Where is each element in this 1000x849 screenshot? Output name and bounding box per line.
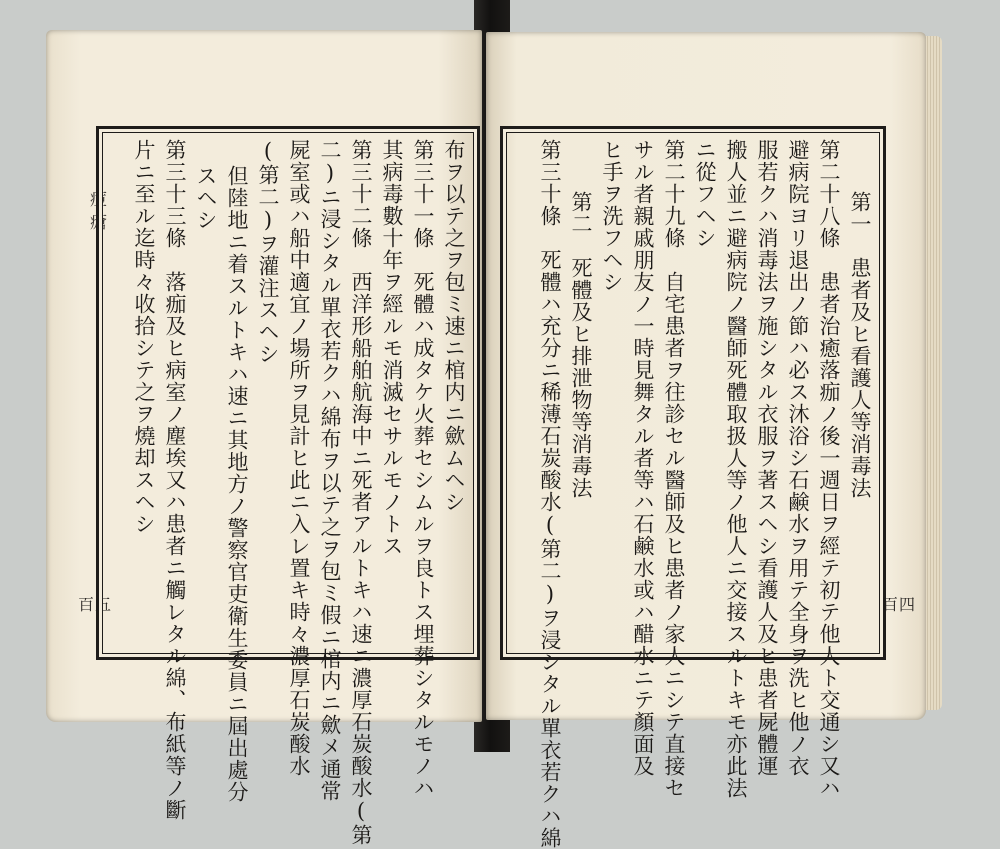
text-column: 第三十條 死體ハ充分ニ稀薄石炭酸水(第二)ヲ浸シタル單衣若クハ綿	[538, 139, 562, 849]
text-column: 第二十九條 自宅患者ヲ往診セル醫師及ヒ患者ノ家人ニシテ直接セ	[662, 139, 686, 799]
text-column: ニ從フヘシ	[693, 139, 717, 249]
left-text-frame	[96, 126, 480, 846]
section-heading: 第二 死體及ヒ排泄物等消毒法	[569, 191, 593, 499]
text-column: 布ヲ以テ之ヲ包ミ速ニ棺内ニ歛ムヘシ	[442, 139, 466, 513]
text-column: 其病毒數十年ヲ經ルモ消滅セサルモノトス	[380, 139, 404, 557]
text-column: スヘシ	[194, 165, 218, 231]
text-column: 二)ニ浸シタル單衣若クハ綿布ヲ以テ之ヲ包ミ假ニ棺内ニ歛メ通常	[318, 139, 342, 802]
text-column: 第三十二條 西洋形船舶航海中ニ死者アルトキハ速ニ濃厚石炭酸水(第	[349, 139, 373, 846]
text-column: 第三十一條 死體ハ成タケ火葬セシムルヲ良トス埋葬シタルモノハ	[411, 139, 435, 799]
text-column: (第二)ヲ灌注スヘシ	[256, 139, 280, 365]
left-folio: 百五	[78, 595, 113, 614]
text-column: サル者親戚朋友ノ一時見舞タル者等ハ石鹸水或ハ醋水ニテ顏面及	[631, 139, 655, 777]
text-column: 屍室或ハ船中適宜ノ場所ヲ見計ヒ此ニ入レ置キ時々濃厚石炭酸水	[287, 139, 311, 777]
text-column: 避病院ヨリ退出ノ節ハ必ス沐浴シ石鹸水ヲ用テ全身ヲ洗ヒ他ノ衣	[786, 139, 810, 777]
right-text-frame	[500, 126, 886, 849]
running-head: 痘瘡	[86, 190, 106, 236]
text-column: 服若クハ消毒法ヲ施シタル衣服ヲ著スヘシ看護人及ヒ患者屍體運	[755, 139, 779, 777]
text-column: ヒ手ヲ洗フヘシ	[600, 139, 624, 293]
text-column: 片ニ至ル迄時々收拾シテ之ヲ燒却スヘシ	[132, 139, 156, 535]
text-column: 搬人並ニ避病院ノ醫師死體取扱人等ノ他人ニ交接スルトキモ亦此法	[724, 139, 748, 799]
right-folio: 百四	[882, 595, 917, 614]
text-column: 第二十八條 患者治癒落痂ノ後一週日ヲ經テ初テ他人ト交通シ又ハ	[817, 139, 841, 799]
text-column: 第三十三條 落痂及ヒ病室ノ塵埃又ハ患者ニ觸レタル綿、布紙等ノ斷	[163, 139, 187, 821]
text-column: 但陸地ニ着スルトキハ速ニ其地方ノ警察官吏衛生委員ニ屆出處分	[225, 165, 249, 803]
section-heading: 第一 患者及ヒ看護人等消毒法	[848, 191, 872, 499]
